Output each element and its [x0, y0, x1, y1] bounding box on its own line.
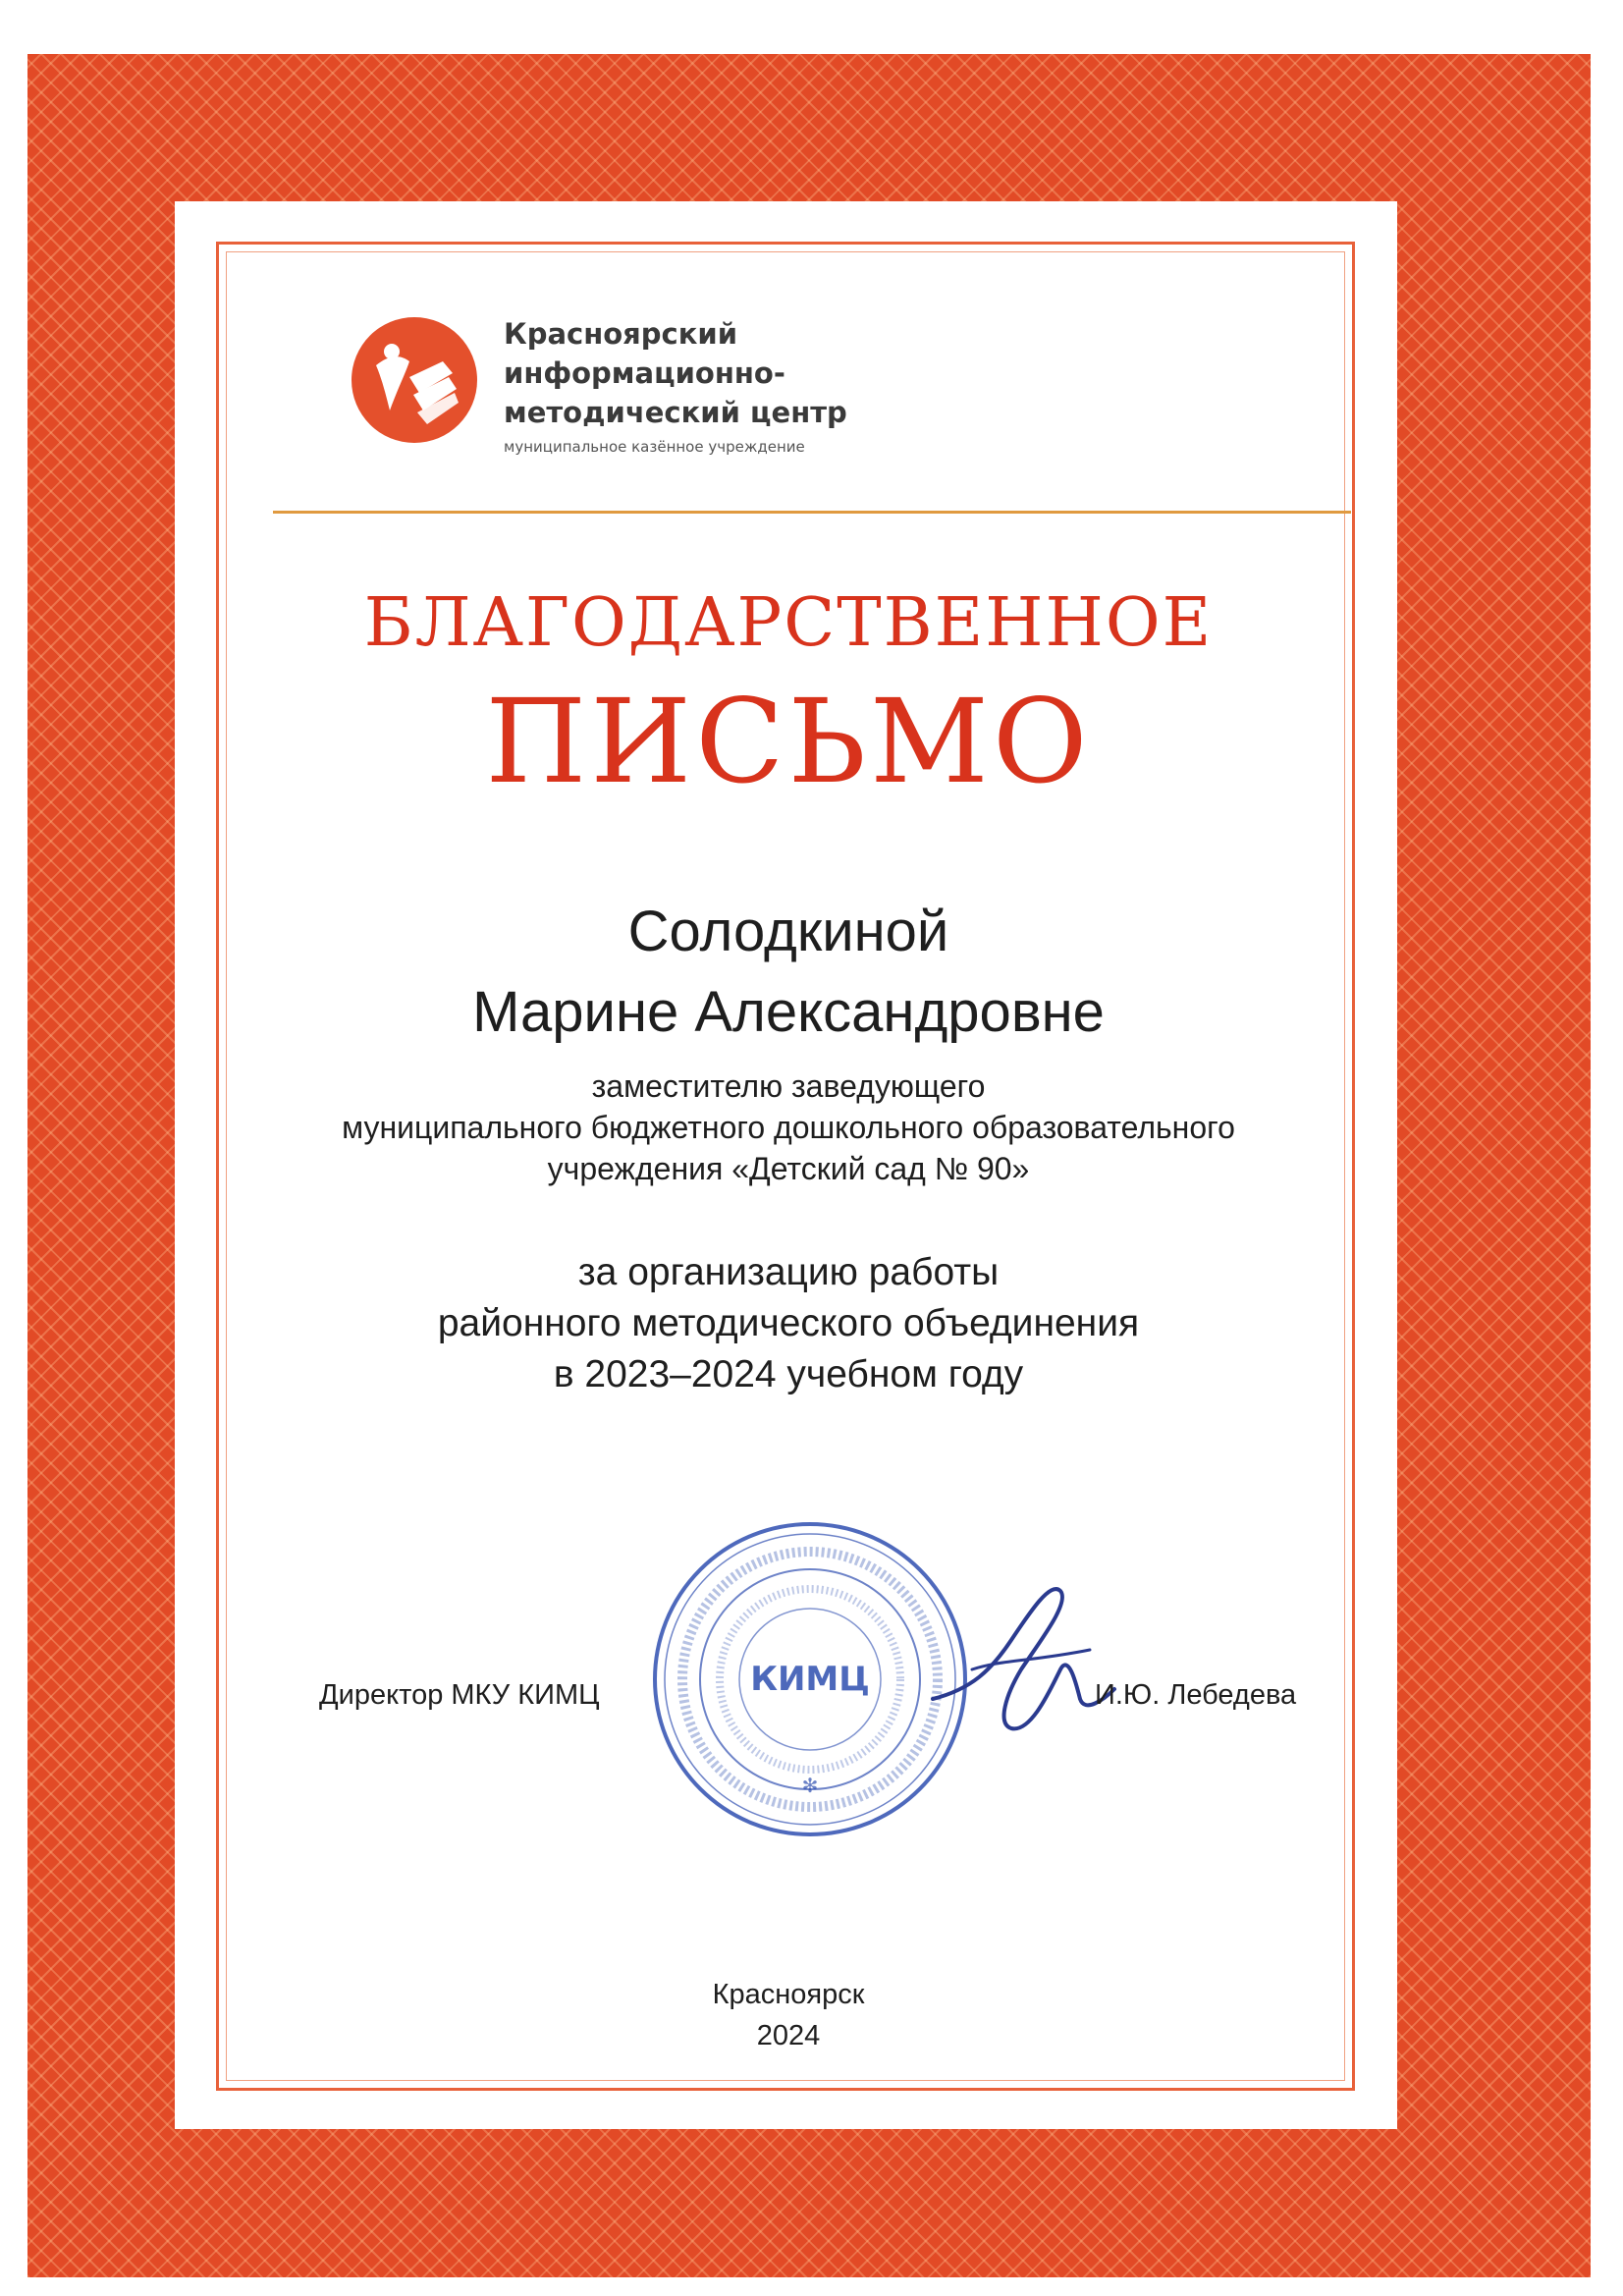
kimc-logo: [349, 314, 481, 447]
footer-location: [224, 1974, 1353, 2056]
recipient-position: [224, 1066, 1353, 1189]
title-line-2: ПИСЬМО: [485, 674, 1092, 809]
title-line-1: БЛАГОДАРСТВЕННОЕ: [363, 584, 1214, 662]
position-line: заместителю заведующего: [591, 1068, 986, 1104]
footer-city: Красноярск: [712, 1979, 865, 2010]
recipient-given-name: Марине Александровне: [472, 980, 1105, 1044]
recipient-name: [224, 892, 1353, 1053]
org-name-line-2: информационно-: [504, 356, 785, 390]
position-line: муниципального бюджетного дошкольного образовательного: [342, 1110, 1235, 1145]
org-name-line-3: методический центр: [504, 396, 847, 429]
reason-line: за организацию работы: [577, 1251, 1000, 1293]
recipient-surname: Солодкиной: [627, 900, 949, 963]
org-name-line-1: Красноярский: [504, 317, 738, 351]
org-subtitle: муниципальное казённое учреждение: [504, 438, 805, 456]
header-divider: [273, 511, 1351, 514]
seal-text: КИМЦ: [750, 1660, 870, 1699]
svg-text:✻: ✻: [801, 1776, 819, 1797]
signatory-name: И.Ю. Лебедева: [1095, 1679, 1297, 1711]
reason-line: в 2023–2024 учебном году: [553, 1353, 1024, 1395]
reason-line: районного методического объединения: [437, 1302, 1140, 1344]
organization-block: [504, 314, 995, 458]
footer-year: 2024: [756, 2020, 821, 2051]
award-reason: [224, 1247, 1353, 1400]
signatory-title: Директор МКУ КИМЦ: [319, 1679, 600, 1711]
position-line: учреждения «Детский сад № 90»: [547, 1151, 1030, 1186]
handwritten-signature: [913, 1552, 1139, 1768]
